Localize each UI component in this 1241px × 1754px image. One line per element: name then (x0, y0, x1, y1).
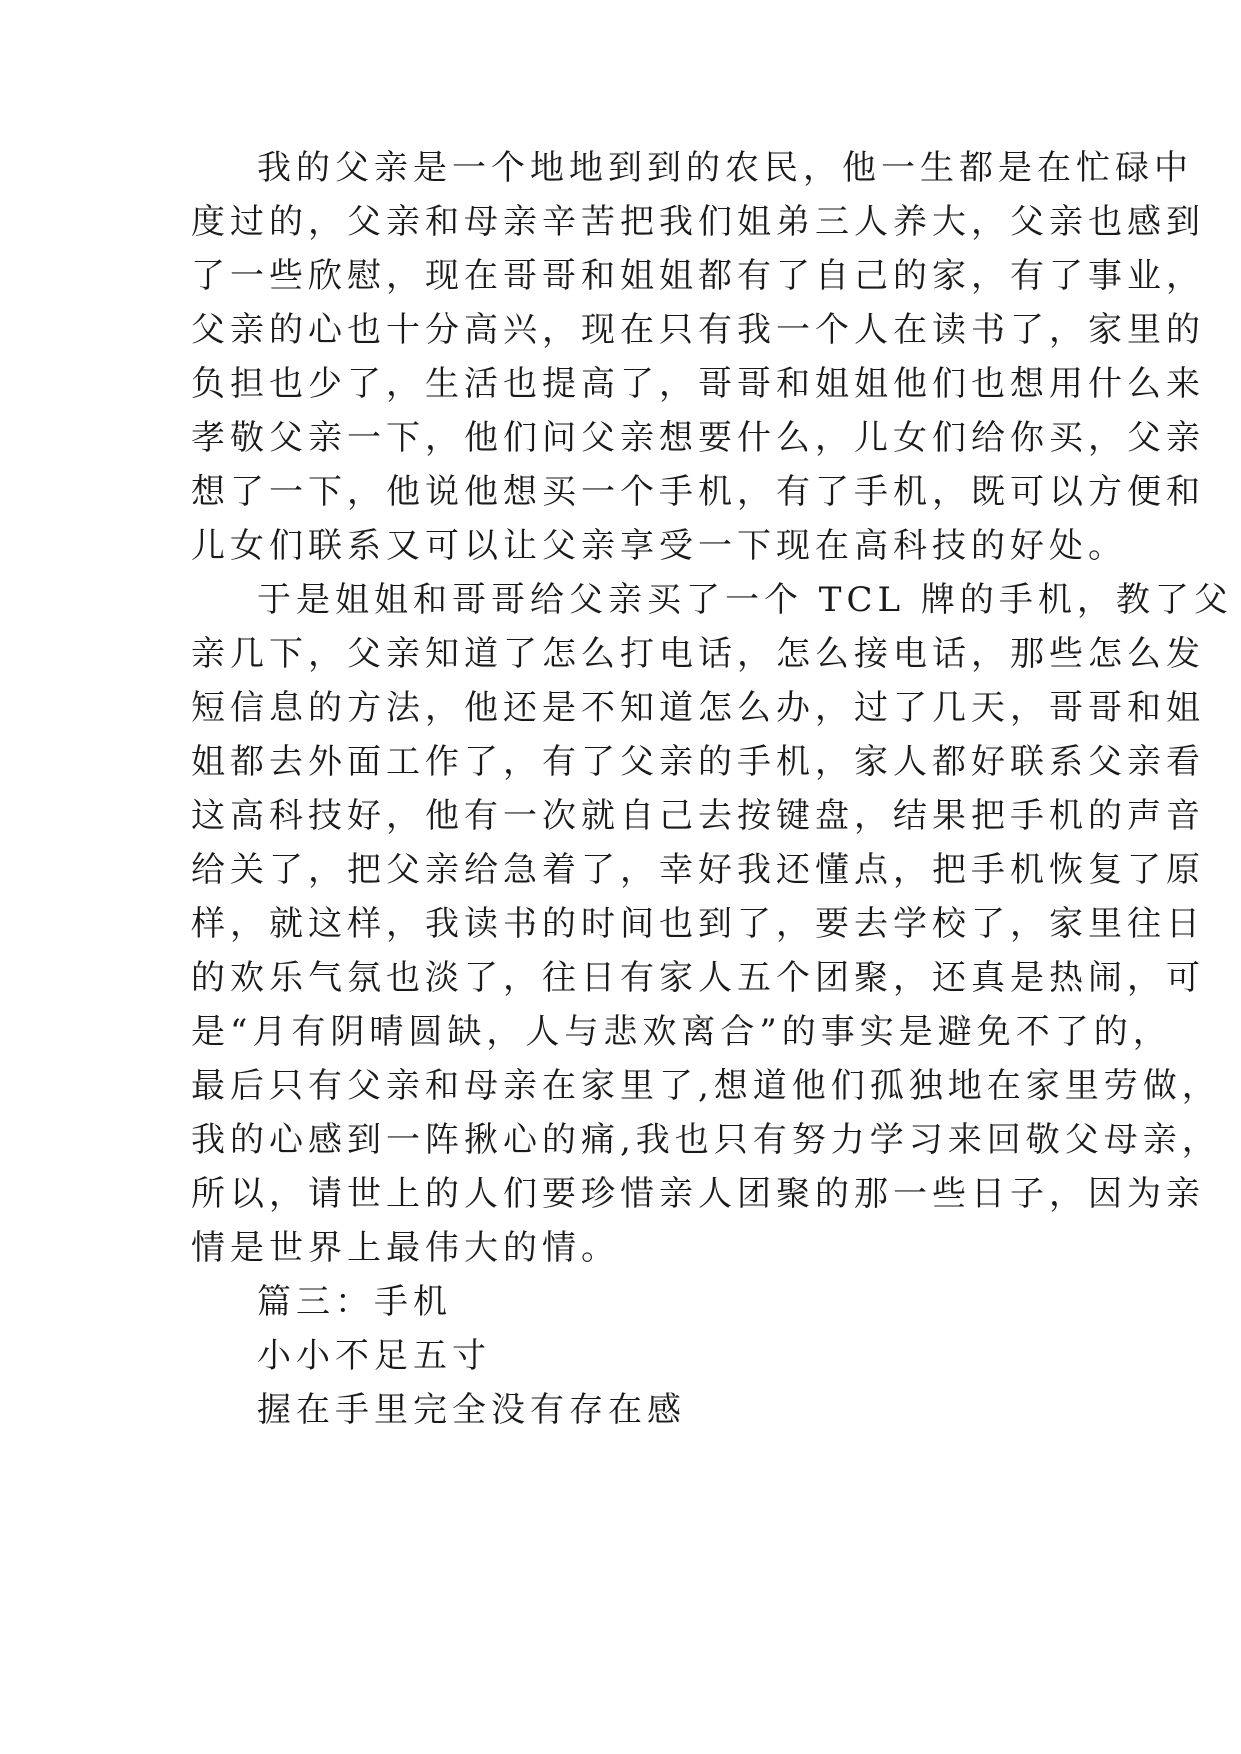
paragraph-2-line-3: 短信息的方法，他还是不知道怎么办，过了几天，哥哥和姐 (191, 688, 1205, 728)
section-heading: 篇三：手机 (257, 1282, 452, 1322)
paragraph-2-line-13: 情是世界上最伟大的情。 (191, 1228, 620, 1268)
paragraph-1-line-4: 父亲的心也十分高兴，现在只有我一个人在读书了，家里的 (191, 310, 1205, 350)
paragraph-2-line-9: 是“月有阴晴圆缺，人与悲欢离合”的事实是避免不了的， (191, 1012, 1172, 1052)
paragraph-2-line-4: 姐都去外面工作了，有了父亲的手机，家人都好联系父亲看 (191, 742, 1205, 782)
paragraph-2-line-11: 我的心感到一阵揪心的痛,我也只有努力学习来回敬父母亲， (191, 1120, 1221, 1160)
paragraph-2-line-10: 最后只有父亲和母亲在家里了,想道他们孤独地在家里劳做， (191, 1066, 1221, 1106)
paragraph-2-line-1: 于是姐姐和哥哥给父亲买了一个 TCL 牌的手机，教了父 (257, 580, 1233, 620)
paragraph-1-line-3: 了一些欣慰，现在哥哥和姐姐都有了自己的家，有了事业， (191, 256, 1205, 296)
paragraph-1-line-6: 孝敬父亲一下，他们问父亲想要什么，儿女们给你买，父亲 (191, 418, 1205, 458)
paragraph-2-line-7: 样，就这样，我读书的时间也到了，要去学校了，家里往日 (191, 904, 1205, 944)
poem-line-2: 握在手里完全没有存在感 (257, 1390, 686, 1430)
paragraph-2-line-8: 的欢乐气氛也淡了，往日有家人五个团聚，还真是热闹，可 (191, 958, 1205, 998)
paragraph-1-line-2: 度过的，父亲和母亲辛苦把我们姐弟三人养大，父亲也感到 (191, 202, 1205, 242)
poem-line-1: 小小不足五寸 (257, 1336, 491, 1376)
paragraph-2-line-2: 亲几下，父亲知道了怎么打电话，怎么接电话，那些怎么发 (191, 634, 1205, 674)
paragraph-1-line-7: 想了一下，他说他想买一个手机，有了手机，既可以方便和 (191, 472, 1205, 512)
paragraph-1-line-1: 我的父亲是一个地地到到的农民，他一生都是在忙碌中 (257, 148, 1193, 188)
paragraph-2-line-12: 所以，请世上的人们要珍惜亲人团聚的那一些日子，因为亲 (191, 1174, 1205, 1214)
paragraph-2-line-5: 这高科技好，他有一次就自己去按键盘，结果把手机的声音 (191, 796, 1205, 836)
paragraph-2-line-6: 给关了，把父亲给急着了，幸好我还懂点，把手机恢复了原 (191, 850, 1205, 890)
paragraph-1-line-5: 负担也少了，生活也提高了，哥哥和姐姐他们也想用什么来 (191, 364, 1205, 404)
paragraph-1-line-8: 儿女们联系又可以让父亲享受一下现在高科技的好处。 (191, 526, 1127, 566)
